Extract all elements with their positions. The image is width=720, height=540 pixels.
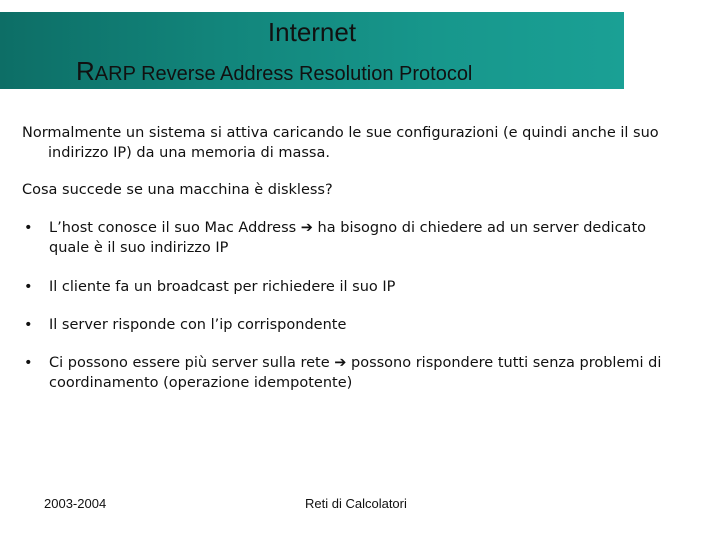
bullet-icon: • (24, 355, 33, 371)
list-item (22, 277, 672, 297)
footer-course: Reti di Calcolatori (305, 496, 407, 511)
slide-title-text: Internet (267, 17, 357, 47)
list-item-text: Il cliente fa un broadcast per richiedere il suo IP (49, 279, 396, 295)
list-item-text: Ci possono essere più server sulla rete ➔ possono rispondere tutti senza problemi di coordinamento (operazione idempotente) (49, 355, 662, 391)
slide-subtitle (76, 56, 472, 87)
paragraph-question: Cosa succede se una macchina è diskless? (22, 182, 333, 198)
slide-title (0, 17, 624, 48)
arrow-right-icon: ➔ (300, 220, 313, 236)
arrow-right-icon: ➔ (334, 355, 347, 371)
list-item (22, 218, 672, 258)
bullet-icon: • (24, 317, 33, 333)
subtitle-rest: ARP Reverse Address Resolution Protocol (94, 63, 473, 85)
list-item-text: Il server risponde con l’ip corrispondente (49, 317, 347, 333)
bullet-icon: • (24, 220, 33, 236)
bullet-icon: • (24, 279, 33, 295)
footer-year: 2003-2004 (44, 496, 107, 511)
list-item-text: L’host conosce il suo Mac Address ➔ ha bisogno di chiedere ad un server dedicato quale è il suo indirizzo IP (49, 220, 646, 256)
list-item (22, 353, 672, 393)
subtitle-initial: R (76, 56, 95, 86)
list-item (22, 315, 672, 335)
paragraph-intro: Normalmente un sistema si attiva caricando le sue configurazioni (e quindi anche il suo indirizzo IP) da una memoria di massa. (22, 125, 659, 161)
